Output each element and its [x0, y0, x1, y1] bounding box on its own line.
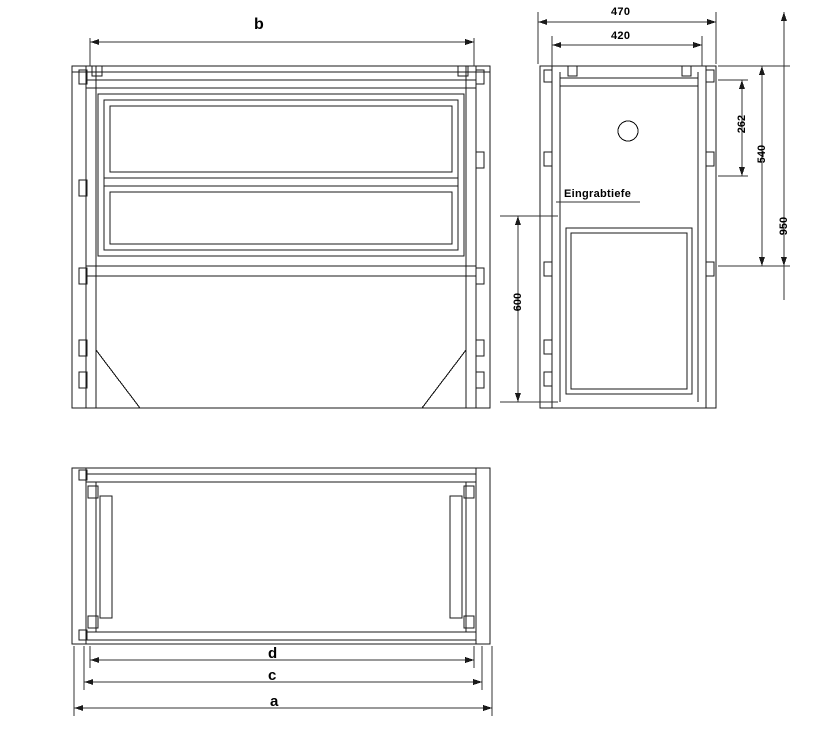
dimension-label-d: d [268, 645, 278, 662]
dimension-label-950: 950 [778, 216, 790, 236]
dimension-label-420: 420 [611, 30, 631, 42]
dimension-label-540: 540 [756, 144, 768, 164]
dimension-label-b: b [254, 16, 265, 33]
dimension-label-a: a [270, 693, 279, 710]
dimension-label-600: 600 [512, 292, 524, 312]
dimension-label-262: 262 [736, 114, 748, 134]
note-eingrabtiefe: Eingrabtiefe [564, 188, 632, 200]
dimension-label-470: 470 [611, 6, 631, 18]
dimension-label-c: c [268, 667, 277, 684]
